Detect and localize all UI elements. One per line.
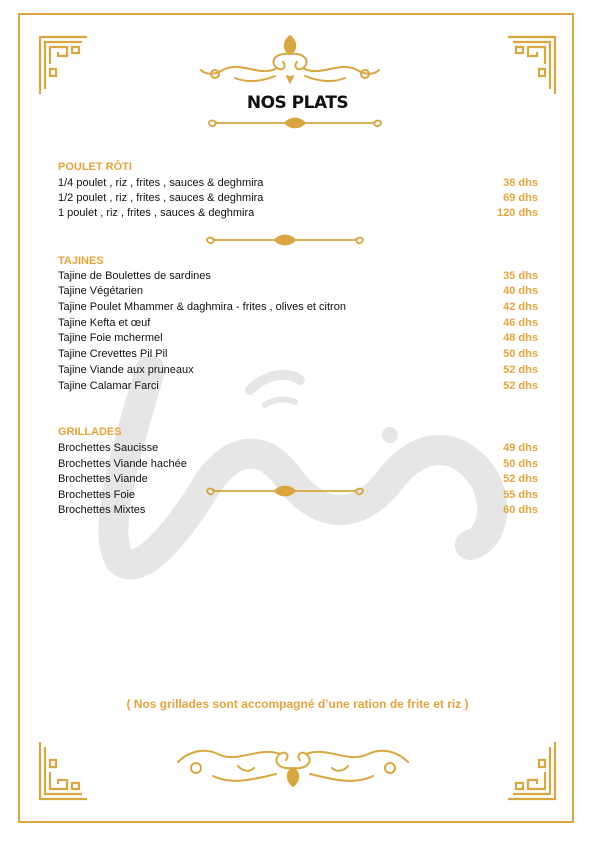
menu-item-name: 1 poulet , riz , frites , sauces & deghmira: [58, 207, 255, 219]
menu-item-name: Brochettes Mixtes: [58, 504, 146, 516]
menu-item-name: Tajine Calamar Farci: [58, 380, 159, 392]
corner-ornament-bottom-left-icon: [37, 740, 89, 802]
menu-item-price: 38 dhs: [503, 177, 538, 189]
menu-item: [58, 270, 538, 285]
menu-item-name: Brochettes Saucisse: [58, 442, 159, 454]
menu-item: [58, 285, 538, 300]
menu-item: [58, 380, 538, 395]
menu-item-name: Tajine Poulet Mhammer & daghmira - frites , olives et citron: [58, 301, 346, 313]
divider-flourish-icon: [205, 233, 365, 247]
menu-item-price: 49 dhs: [503, 442, 538, 454]
bottom-scroll-ornament-icon: [168, 742, 418, 792]
menu-item: [58, 207, 538, 222]
menu-item: [58, 317, 538, 332]
menu-item-price: 69 dhs: [503, 192, 538, 204]
menu-item-price: 120 dhs: [497, 207, 538, 219]
section-title-grillades: GRILLADES: [58, 426, 122, 438]
top-scroll-ornament-icon: [195, 30, 385, 88]
menu-item-name: Brochettes Viande: [58, 473, 148, 485]
menu-item: [58, 442, 538, 457]
menu-item-price: 52 dhs: [503, 364, 538, 376]
menu-item-name: Tajine Viande aux pruneaux: [58, 364, 194, 376]
menu-item-price: 52 dhs: [503, 473, 538, 485]
menu-item: [58, 301, 538, 316]
menu-item-price: 52 dhs: [503, 380, 538, 392]
title-flourish-icon: [205, 116, 385, 130]
corner-ornament-top-left-icon: [37, 34, 89, 96]
menu-item-name: Tajine Végétarien: [58, 285, 144, 297]
menu-item-name: Tajine de Boulettes de sardines: [58, 270, 211, 282]
menu-item-price: 55 dhs: [503, 489, 538, 501]
menu-item: [58, 504, 538, 519]
corner-ornament-bottom-right-icon: [506, 740, 558, 802]
corner-ornament-top-right-icon: [506, 34, 558, 96]
menu-item-price: 60 dhs: [503, 504, 538, 516]
menu-item-name: 1/4 poulet , riz , frites , sauces & deghmira: [58, 177, 264, 189]
menu-item-name: Brochettes Foie: [58, 489, 136, 501]
page-title: NOS PLATS: [246, 93, 349, 113]
menu-item-price: 50 dhs: [503, 458, 538, 470]
menu-item-price: 50 dhs: [503, 348, 538, 360]
menu-item: [58, 177, 538, 192]
menu-item: [58, 192, 538, 207]
menu-item: [58, 348, 538, 363]
menu-item-price: 40 dhs: [503, 285, 538, 297]
menu-item-name: Tajine Foie mchermel: [58, 332, 163, 344]
footer-note: ( Nos grillades sont accompagné d’une ration de frite et riz ): [126, 697, 469, 711]
menu-item: [58, 458, 538, 473]
section-title-tajines: TAJINES: [58, 255, 104, 267]
section-title-poulet-roti: POULET RÔTI: [58, 161, 132, 173]
menu-item-price: 35 dhs: [503, 270, 538, 282]
menu-item-price: 42 dhs: [503, 301, 538, 313]
menu-item-name: Brochettes Viande hachée: [58, 458, 187, 470]
menu-item-name: Tajine Kefta et œuf: [58, 317, 151, 329]
menu-item-name: 1/2 poulet , riz , frites , sauces & deghmira: [58, 192, 264, 204]
menu-item-price: 48 dhs: [503, 332, 538, 344]
menu-item: [58, 332, 538, 347]
divider-flourish-icon: [205, 484, 365, 498]
menu-item-name: Tajine Crevettes Pil Pil: [58, 348, 168, 360]
menu-item-price: 46 dhs: [503, 317, 538, 329]
menu-item: [58, 364, 538, 379]
